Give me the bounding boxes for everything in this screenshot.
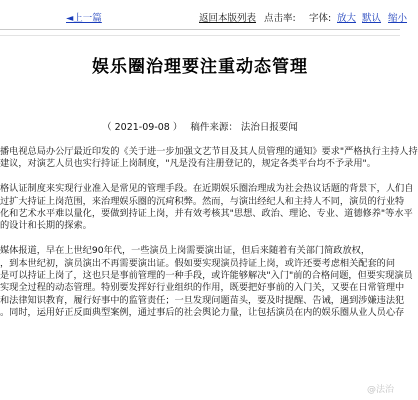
article-line: 建议，对演艺人员也实行持证上岗制度，"凡是没有注册登记的，规定各类平台均不予录用"。: [0, 158, 376, 170]
article-line: 的设计和长期的探索。: [0, 220, 92, 232]
font-large-link[interactable]: 放大: [337, 13, 357, 24]
article-source: 稿件来源： 法治日报要闻: [190, 122, 298, 133]
article-line: 化和艺术水平难以量化，要做到持证上岗，并有效考核其"思想、政治、理论、专业、道德修养"等水平: [0, 207, 413, 219]
click-rate-label: 点击率:: [264, 13, 296, 24]
article-line: 格认证制度来实现行业准入是常见的管理手段。在近期娱乐圈治理成为社会热议话题的背景下，人们自: [0, 183, 414, 195]
article-line: 播电视总局办公厅最近印发的《关于进一步加强文艺节目及其人员管理的通知》要求"严格执行主持人持: [0, 146, 418, 157]
article-line: 。同时，运用好正反面典型案例，通过事后的社会舆论力量，让包括演员在内的娱乐圈从业人员心存: [0, 307, 405, 319]
article-line: [0, 233, 400, 245]
divider: [0, 29, 400, 30]
article-line: 是可以持证上岗了，这也只是事前管理的一种手段，或许能够解决"入门"前的合格问题，但要实现演员: [0, 269, 413, 281]
font-size-label: 字体:: [309, 13, 332, 24]
article-line: [0, 171, 400, 183]
article-line: 过扩大持证上岗范围，来治理娱乐圈的沉疴积弊。然而，与演出经纪人和主持人不同，演员的行业特: [0, 195, 405, 207]
back-to-list-link[interactable]: 返回本版列表: [199, 13, 257, 24]
divider: [0, 35, 400, 36]
font-small-link[interactable]: 缩小: [388, 13, 408, 24]
article-toolbar: [0, 11, 408, 27]
article-line: 媒体报道，早在上世纪90年代，一些演员上岗需要演出证，但后来随着有关部门简政放权，: [0, 245, 371, 257]
article-line: 和法律知识教育，履行好事中的监管责任；一旦发现问题苗头，要及时提醒、告诫，遇到涉嫌违法犯: [0, 294, 405, 306]
article-body: [0, 146, 418, 319]
article-line: ，到本世纪初，演员演出不再需要演出证。假如要实现演员持证上岗，或许还要考虑相关配套的问: [0, 257, 396, 269]
previous-article-link[interactable]: ◄上一篇: [66, 13, 102, 24]
font-default-link[interactable]: 默认: [362, 13, 382, 24]
article-title: 娱乐圈治理要注重动态管理: [92, 57, 308, 77]
article-date: （ 2021-09-08 ）: [102, 122, 183, 133]
article-meta: [0, 119, 400, 133]
article-line: 实现全过程的动态管理。特别要发挥好行业组织的作用，既要把好事前的入门关，又要在日常管理中: [0, 282, 405, 294]
watermark-text: @法治: [366, 385, 394, 395]
